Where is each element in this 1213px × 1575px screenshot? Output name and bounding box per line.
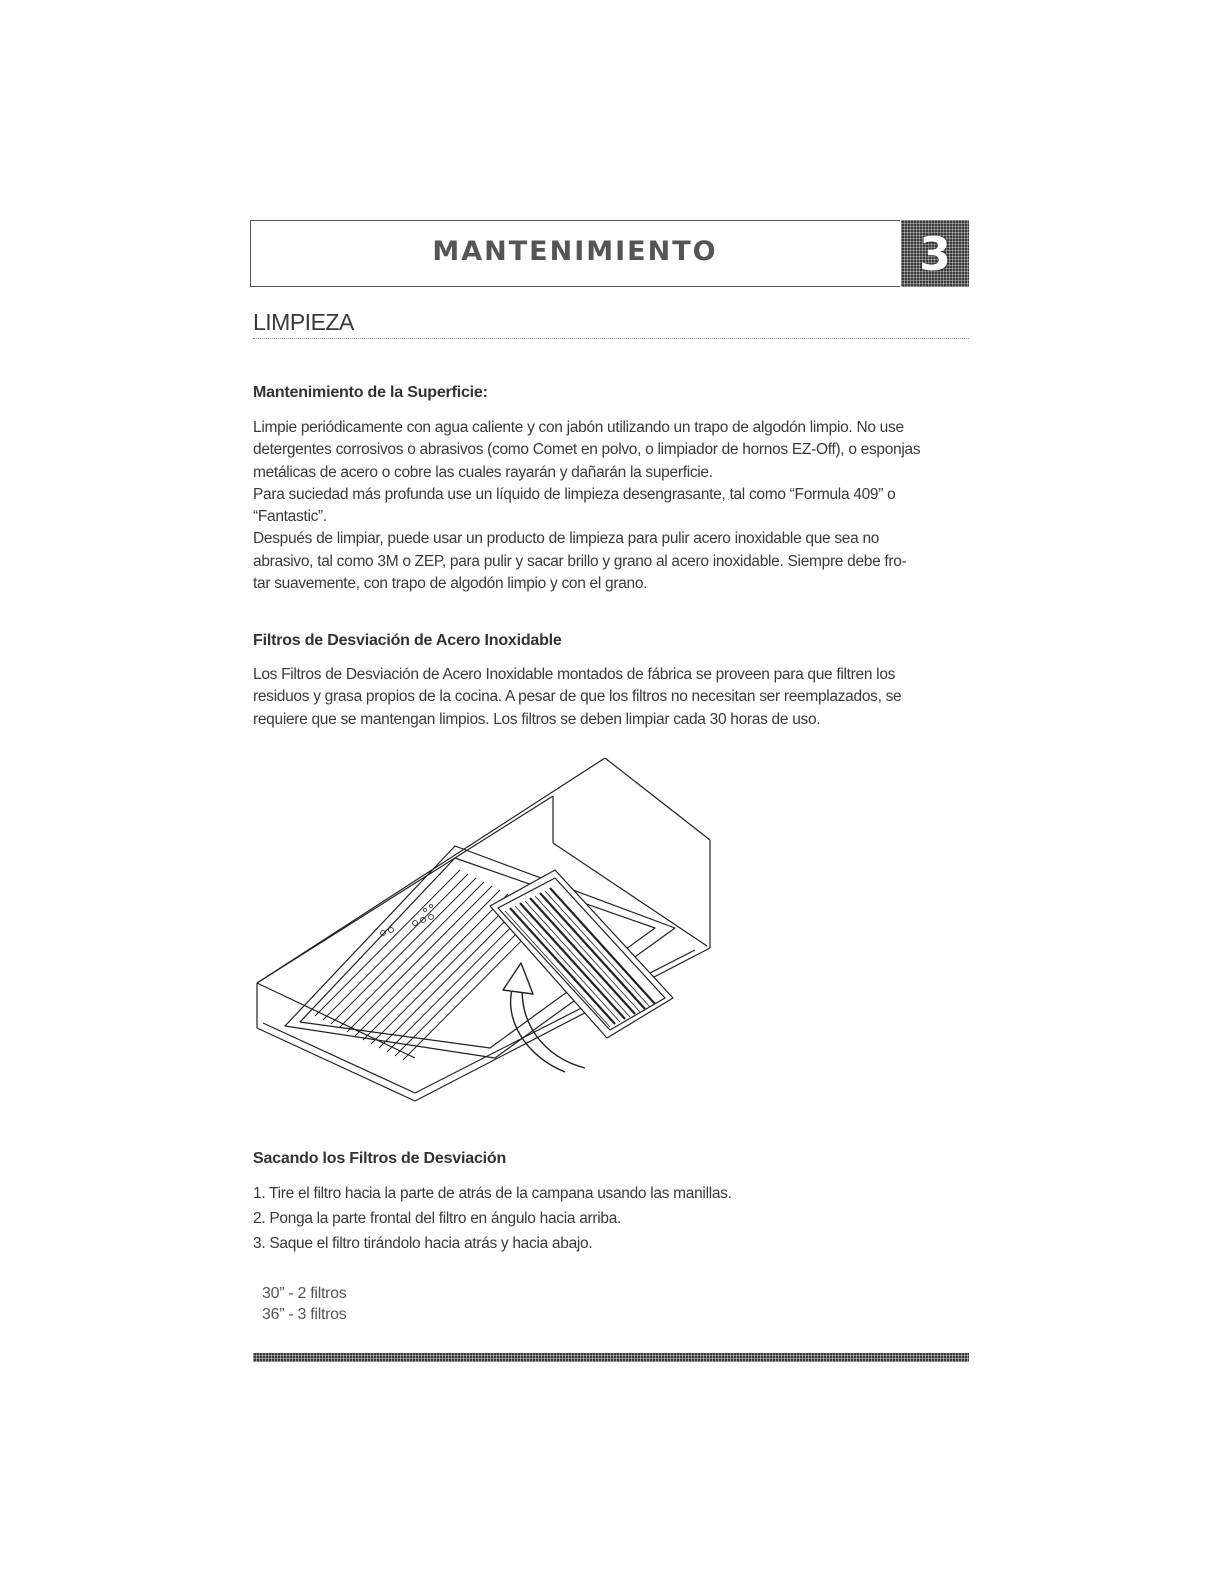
- section-title: LIMPIEZA: [253, 309, 354, 335]
- text-line: residuos y grasa propios de la cocina. A pesar de que los filtros no necesitan ser reemplazados, se: [253, 688, 902, 706]
- filter-count-list: [262, 1283, 346, 1325]
- removal-steps: [253, 1181, 732, 1256]
- text-line: Para suciedad más profunda use un líquido de limpieza desengrasante, tal como “Formula 409” o: [253, 485, 896, 503]
- filter-count-36: 36” - 3 filtros: [262, 1306, 347, 1323]
- step-item: 2. Ponga la parte frontal del filtro en ángulo hacia arriba.: [253, 1210, 622, 1227]
- step-item: 1. Tire el filtro hacia la parte de atrás de la campana usando las manillas.: [253, 1185, 732, 1202]
- section-divider: [253, 338, 969, 339]
- filter-count-30: 30” - 2 filtros: [262, 1285, 347, 1302]
- removal-heading: Sacando los Filtros de Desviación: [253, 1150, 507, 1167]
- removed-filter: [490, 870, 673, 1038]
- chapter-title: MANTENIMIENTO: [432, 236, 718, 267]
- range-hood-illustration: [255, 758, 715, 1103]
- text-line: tar suavemente, con trapo de algodón limpio y con el grano.: [253, 575, 648, 593]
- text-line: “Fantastic”.: [253, 508, 327, 526]
- text-line: Limpie periódicamente con agua caliente y con jabón utilizando un trapo de algodón limpio. No use: [253, 419, 904, 436]
- baffle-filters-heading: Filtros de Desviación de Acero Inoxidable: [253, 632, 562, 649]
- text-line: metálicas de acero o cobre las cuales rayarán y dañarán la superficie.: [253, 463, 713, 481]
- footer-bar: [253, 1353, 969, 1362]
- surface-maintenance-heading: Mantenimiento de la Superficie:: [253, 384, 488, 401]
- chapter-number: 3: [918, 226, 951, 281]
- step-item: 3. Saque el filtro tirándolo hacia atrás y hacia abajo.: [253, 1235, 593, 1252]
- surface-maintenance-text: [253, 417, 973, 595]
- baffle-filters-text: [253, 664, 973, 731]
- chapter-number-badge: [901, 220, 969, 287]
- text-line: Después de limpiar, puede usar un producto de limpieza para pulir acero inoxidable que sea no: [253, 530, 880, 548]
- text-line: requiere que se mantengan limpios. Los filtros se deben limpiar cada 30 horas de uso.: [253, 710, 821, 728]
- text-line: detergentes corrosivos o abrasivos (como Comet en polvo, o limpiador de hornos EZ-Off), o esponjas: [253, 441, 921, 459]
- text-line: abrasivo, tal como 3M o ZEP, para pulir y sacar brillo y grano al acero inoxidable. Siempre debe fro-: [253, 552, 907, 570]
- hood-top-panel: [257, 758, 710, 983]
- text-line: Los Filtros de Desviación de Acero Inoxidable montados de fábrica se proveen para que filtren los: [253, 666, 896, 683]
